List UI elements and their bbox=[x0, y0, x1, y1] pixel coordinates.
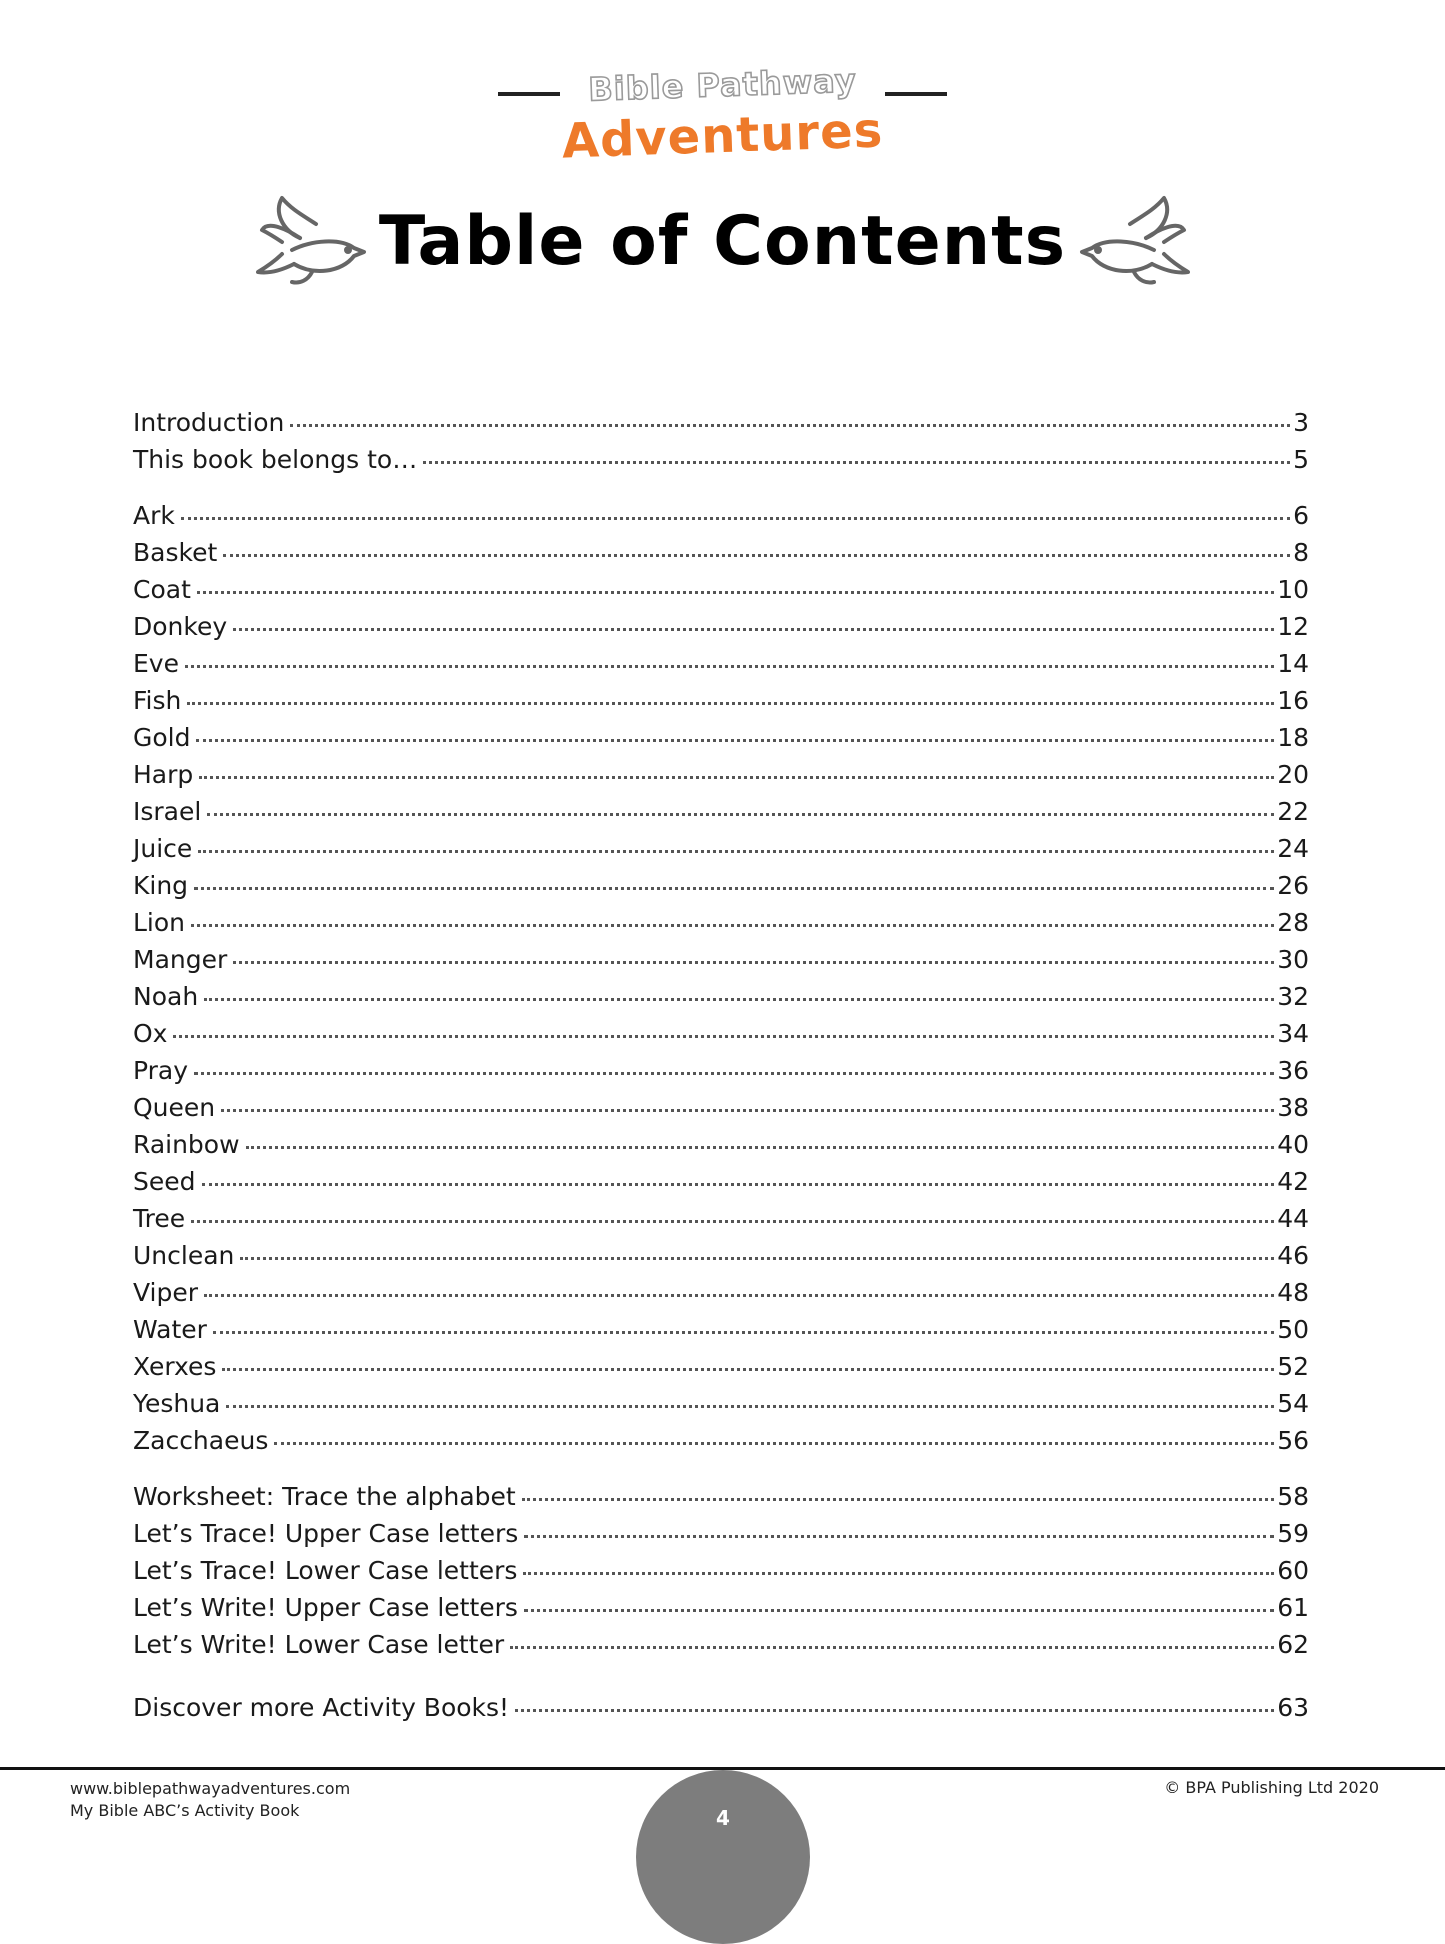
toc-entry-label: Fish bbox=[133, 686, 182, 715]
toc-entry bbox=[133, 1352, 1309, 1389]
page-number-tab bbox=[636, 1770, 810, 1944]
toc-entry bbox=[133, 1278, 1309, 1315]
toc-entry-page: 3 bbox=[1293, 408, 1309, 437]
title-block bbox=[0, 190, 1445, 300]
toc-entry-page: 61 bbox=[1277, 1593, 1309, 1622]
toc-entry bbox=[133, 1482, 1309, 1519]
dot-leader bbox=[194, 886, 1274, 890]
toc-group-front bbox=[133, 408, 1309, 482]
dot-leader bbox=[233, 960, 1274, 964]
toc-entry bbox=[133, 408, 1309, 445]
logo-rule-right bbox=[885, 92, 947, 96]
toc-entry-page: 38 bbox=[1277, 1093, 1309, 1122]
toc-entry-page: 48 bbox=[1277, 1278, 1309, 1307]
toc-entry-label: Xerxes bbox=[133, 1352, 217, 1381]
toc-entry bbox=[133, 1056, 1309, 1093]
toc-entry-page: 62 bbox=[1277, 1630, 1309, 1659]
footer-left bbox=[70, 1778, 350, 1822]
dot-leader bbox=[187, 701, 1274, 705]
toc-entry-page: 42 bbox=[1277, 1167, 1309, 1196]
toc-entry-page: 60 bbox=[1277, 1556, 1309, 1585]
toc-entry bbox=[133, 723, 1309, 760]
toc-entry-page: 28 bbox=[1277, 908, 1309, 937]
toc-entry-page: 50 bbox=[1277, 1315, 1309, 1344]
toc-entry-label: Let’s Write! Lower Case letter bbox=[133, 1630, 505, 1659]
toc-entry bbox=[133, 1315, 1309, 1352]
toc-entry-page: 34 bbox=[1277, 1019, 1309, 1048]
toc-entry bbox=[133, 1630, 1309, 1667]
dot-leader bbox=[196, 738, 1274, 742]
toc-entry bbox=[133, 1019, 1309, 1056]
toc-entry bbox=[133, 945, 1309, 982]
toc-entry bbox=[133, 1130, 1309, 1167]
toc-entry-page: 32 bbox=[1277, 982, 1309, 1011]
dot-leader bbox=[223, 553, 1290, 557]
dot-leader bbox=[510, 1645, 1274, 1649]
toc-entry-page: 63 bbox=[1277, 1693, 1309, 1722]
toc-entry bbox=[133, 1241, 1309, 1278]
toc-entry-label: Zacchaeus bbox=[133, 1426, 269, 1455]
page-title: Table of Contents bbox=[378, 202, 1067, 281]
toc-entry-page: 56 bbox=[1277, 1426, 1309, 1455]
toc-entry bbox=[133, 834, 1309, 871]
dot-leader bbox=[522, 1497, 1274, 1501]
dot-leader bbox=[199, 775, 1274, 779]
toc-entry bbox=[133, 538, 1309, 575]
toc-entry-page: 20 bbox=[1277, 760, 1309, 789]
toc-entry-page: 12 bbox=[1277, 612, 1309, 641]
dot-leader bbox=[246, 1145, 1275, 1149]
toc-entry-label: Harp bbox=[133, 760, 194, 789]
dot-leader bbox=[207, 812, 1274, 816]
dot-leader bbox=[213, 1330, 1274, 1334]
toc-entry-label: King bbox=[133, 871, 189, 900]
dot-leader bbox=[524, 1534, 1274, 1538]
dot-leader bbox=[194, 1071, 1274, 1075]
dot-leader bbox=[523, 1571, 1274, 1575]
toc-entry bbox=[133, 1167, 1309, 1204]
dot-leader bbox=[515, 1708, 1274, 1712]
toc-entry bbox=[133, 1519, 1309, 1556]
toc-entry-label: This book belongs to… bbox=[133, 445, 418, 474]
toc-entry-label: Water bbox=[133, 1315, 207, 1344]
dot-leader bbox=[240, 1256, 1274, 1260]
dot-leader bbox=[423, 460, 1290, 464]
toc-entry-label: Queen bbox=[133, 1093, 216, 1122]
dot-leader bbox=[233, 627, 1274, 631]
toc-entry-label: Juice bbox=[133, 834, 193, 863]
toc-entry-label: Introduction bbox=[133, 408, 285, 437]
toc-entry bbox=[133, 908, 1309, 945]
toc-entry bbox=[133, 1093, 1309, 1130]
toc-entry-label: Let’s Trace! Upper Case letters bbox=[133, 1519, 519, 1548]
toc-entry-label: Yeshua bbox=[133, 1389, 221, 1418]
toc-entry-page: 16 bbox=[1277, 686, 1309, 715]
dot-leader bbox=[524, 1608, 1274, 1612]
toc-entry-label: Let’s Trace! Lower Case letters bbox=[133, 1556, 518, 1585]
footer-website: www.biblepathwayadventures.com bbox=[70, 1779, 351, 1798]
dot-leader bbox=[204, 1293, 1274, 1297]
section-gap bbox=[133, 1463, 1309, 1482]
toc-entry bbox=[133, 760, 1309, 797]
toc-entry bbox=[133, 797, 1309, 834]
toc-entry-label: Manger bbox=[133, 945, 228, 974]
toc-entry-label: Eve bbox=[133, 649, 179, 678]
toc-entry bbox=[133, 871, 1309, 908]
toc-entry bbox=[133, 982, 1309, 1019]
toc-entry-page: 24 bbox=[1277, 834, 1309, 863]
toc-entry-label: Worksheet: Trace the alphabet bbox=[133, 1482, 516, 1511]
section-gap bbox=[133, 482, 1309, 501]
dot-leader bbox=[290, 423, 1290, 427]
toc-entry-label: Israel bbox=[133, 797, 202, 826]
toc-entry-label: Discover more Activity Books! bbox=[133, 1693, 510, 1722]
toc-group-back bbox=[133, 1693, 1309, 1730]
toc-entry bbox=[133, 1593, 1309, 1630]
dot-leader bbox=[274, 1441, 1274, 1445]
toc-group-letters bbox=[133, 501, 1309, 1463]
toc-entry bbox=[133, 612, 1309, 649]
dove-icon bbox=[1074, 190, 1194, 290]
toc-entry-page: 5 bbox=[1293, 445, 1309, 474]
toc-entry-label: Ark bbox=[133, 501, 175, 530]
toc-entry-page: 30 bbox=[1277, 945, 1309, 974]
dot-leader bbox=[197, 590, 1274, 594]
logo-main-text: Adventures bbox=[560, 102, 885, 170]
page-number: 4 bbox=[716, 1806, 730, 1830]
toc-entry-page: 54 bbox=[1277, 1389, 1309, 1418]
toc-entry-page: 44 bbox=[1277, 1204, 1309, 1233]
dot-leader bbox=[222, 1367, 1274, 1371]
toc-entry bbox=[133, 575, 1309, 612]
toc-entry-label: Basket bbox=[133, 538, 218, 567]
toc-entry-label: Donkey bbox=[133, 612, 228, 641]
toc-entry-page: 59 bbox=[1277, 1519, 1309, 1548]
toc-entry-label: Gold bbox=[133, 723, 191, 752]
toc-entry bbox=[133, 445, 1309, 482]
toc-entry-label: Tree bbox=[133, 1204, 186, 1233]
dot-leader bbox=[181, 516, 1290, 520]
toc-entry-page: 10 bbox=[1277, 575, 1309, 604]
toc-entry-page: 40 bbox=[1277, 1130, 1309, 1159]
toc-entry bbox=[133, 501, 1309, 538]
toc-entry bbox=[133, 686, 1309, 723]
dot-leader bbox=[221, 1108, 1274, 1112]
toc-entry-page: 6 bbox=[1293, 501, 1309, 530]
dot-leader bbox=[226, 1404, 1274, 1408]
dot-leader bbox=[204, 997, 1274, 1001]
publisher-logo bbox=[0, 30, 1445, 170]
dot-leader bbox=[202, 1182, 1275, 1186]
toc-entry bbox=[133, 1426, 1309, 1463]
toc-entry bbox=[133, 1204, 1309, 1241]
toc-entry-label: Coat bbox=[133, 575, 191, 604]
toc-entry-label: Ox bbox=[133, 1019, 168, 1048]
logo-rule-left bbox=[498, 92, 560, 96]
toc-entry-label: Seed bbox=[133, 1167, 196, 1196]
toc-entry-label: Pray bbox=[133, 1056, 189, 1085]
section-gap bbox=[133, 1667, 1309, 1693]
toc-entry bbox=[133, 1389, 1309, 1426]
toc-entry-page: 18 bbox=[1277, 723, 1309, 752]
footer-copyright: © BPA Publishing Ltd 2020 bbox=[1164, 1778, 1379, 1797]
toc-entry bbox=[133, 1693, 1309, 1730]
dot-leader bbox=[173, 1034, 1274, 1038]
toc-entry-page: 8 bbox=[1293, 538, 1309, 567]
toc-entry-label: Lion bbox=[133, 908, 186, 937]
toc-entry-page: 36 bbox=[1277, 1056, 1309, 1085]
dot-leader bbox=[185, 664, 1274, 668]
dot-leader bbox=[191, 1219, 1274, 1223]
toc-entry-label: Rainbow bbox=[133, 1130, 240, 1159]
dot-leader bbox=[198, 849, 1274, 853]
toc-entry-page: 14 bbox=[1277, 649, 1309, 678]
toc-entry-page: 52 bbox=[1277, 1352, 1309, 1381]
toc-entry-page: 26 bbox=[1277, 871, 1309, 900]
toc-group-worksheets bbox=[133, 1482, 1309, 1667]
dot-leader bbox=[191, 923, 1274, 927]
toc-entry-page: 22 bbox=[1277, 797, 1309, 826]
toc-entry-page: 46 bbox=[1277, 1241, 1309, 1270]
toc-entry bbox=[133, 649, 1309, 686]
table-of-contents bbox=[133, 408, 1309, 1730]
toc-entry-label: Viper bbox=[133, 1278, 199, 1307]
toc-entry bbox=[133, 1556, 1309, 1593]
toc-entry-label: Unclean bbox=[133, 1241, 235, 1270]
toc-entry-page: 58 bbox=[1277, 1482, 1309, 1511]
logo-top-text: Bible Pathway bbox=[587, 61, 858, 109]
toc-entry-label: Noah bbox=[133, 982, 199, 1011]
toc-entry-label: Let’s Write! Upper Case letters bbox=[133, 1593, 518, 1622]
footer-book-title: My Bible ABC’s Activity Book bbox=[70, 1801, 300, 1820]
